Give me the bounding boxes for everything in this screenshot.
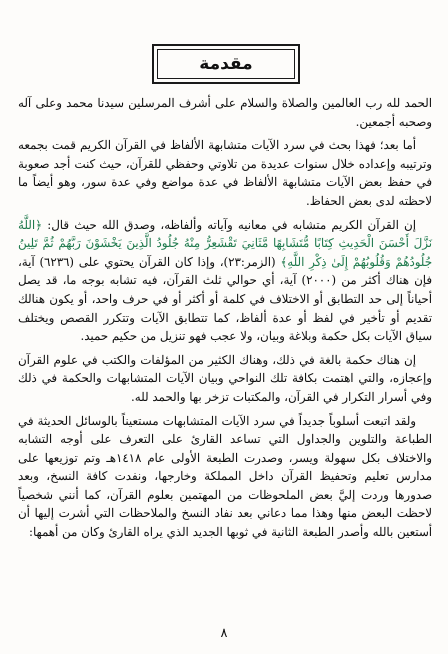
paragraph-quran-similarity <box>18 216 432 346</box>
paragraph-wisdom: إن هناك حكمة بالغة في ذلك، وهناك الكثير من المؤلفات والكتب في علوم القرآن وإعجازه، والتي اهتمت بكافة تلك النواحي وبيان الآيات المتشابهات والحكمة في ذلك وفي أسرار التكرار في القرآن، والمكتبات تزخر بها والحمد لله. <box>18 352 432 404</box>
paragraph-opening: الحمد لله رب العالمين والصلاة والسلام على أشرف المرسلين سيدنا محمد وعلى آله وصحبه أجمعين. <box>18 96 432 129</box>
heading-frame <box>152 44 300 84</box>
text-body <box>18 94 432 547</box>
page-title: مقدمة <box>199 54 253 74</box>
quran-verse: ﴿اللَّهُ نَزَّلَ أَحْسَنَ الْحَدِيثِ كِتَابًا مُّتَشَابِهًا مَّثَانِيَ تَقْشَعِرُّ مِنْهُ جُلُودُ الَّذِينَ يَخْشَوْنَ رَبَّهُمْ ثُمَّ تَلِينُ جُلُودُهُمْ وَقُلُوبُهُمْ إِلَىٰ ذِكْرِ اللَّهِ﴾ <box>18 217 433 269</box>
paragraph-text-before-verse: إن القرآن الكريم متشابه في معانيه وآياته وألفاظه، وصدق الله حيث قال: <box>42 217 416 232</box>
paragraph-text-after-verse: (الزمر:٢٣)، وإذا كان القرآن يحتوي على (٦٢٣٦) آية، فإن هناك أكثر من (٢٠٠٠) آية، أي حوالي ثلث القرآن، فيه تشابه بوجه ما، قد يصل أحياناً إلى حد التطابق أو الاختلاف في كلمة أو أكثر أو في حرف واحد، أو يكون هنالك تقديم أو تأخير في لفظ أو عدة ألفاظ، كما تتطابق الآيات وتتكرر القصص ويختلف سياق الآيات بكل حكمة وبلاغة وبيان، ولا عجب فهو تنزيل من حكيم حميد. <box>18 254 433 344</box>
paragraph-purpose: أما بعد؛ فهذا بحث في سرد الآيات متشابهة الألفاظ في القرآن الكريم قمت بجمعه وترتيبه وإعداده خلال سنوات عديدة من تلاوتي وحفظي للقرآن، حيث كنت أجد صعوبة في حفظ بعض الآيات متشابهة الألفاظ في عدة مواضع وفي عدة سور، وهو أيضاً ما لاحظته لدى بعض الحفاظ. <box>18 138 432 208</box>
page-number: ٨ <box>220 626 228 641</box>
paragraph-method: ولقد اتبعت أسلوباً جديداً في سرد الآيات المتشابهات مستعيناً بالوسائل الحديثة في الطباعة والتلوين والجداول التي تساعد القارئ على التعرف على أوجه التشابه والاختلاف بكل سهولة ويسر، وصدرت الطبعة الأولى عام ١٤١٨هـ وتم توزيعها على مدارس تعليم وتحفيظ القرآن داخل المملكة وخارجها، ونفدت كافة النسخ، وبعد صدورها وردت إليَّ بعض الملحوظات من المهتمين بعلوم القرآن، كما أنني شخصياً لاحظت البعض منها وهذا مما دعاني بعد نفاد النسخ والملاحظات التي أشرت إليها أن أستعين بالله وأصدر الطبعة الثانية في ثوبها الجديد الذي يراه القارئ وكان من أهمها: <box>18 413 432 540</box>
